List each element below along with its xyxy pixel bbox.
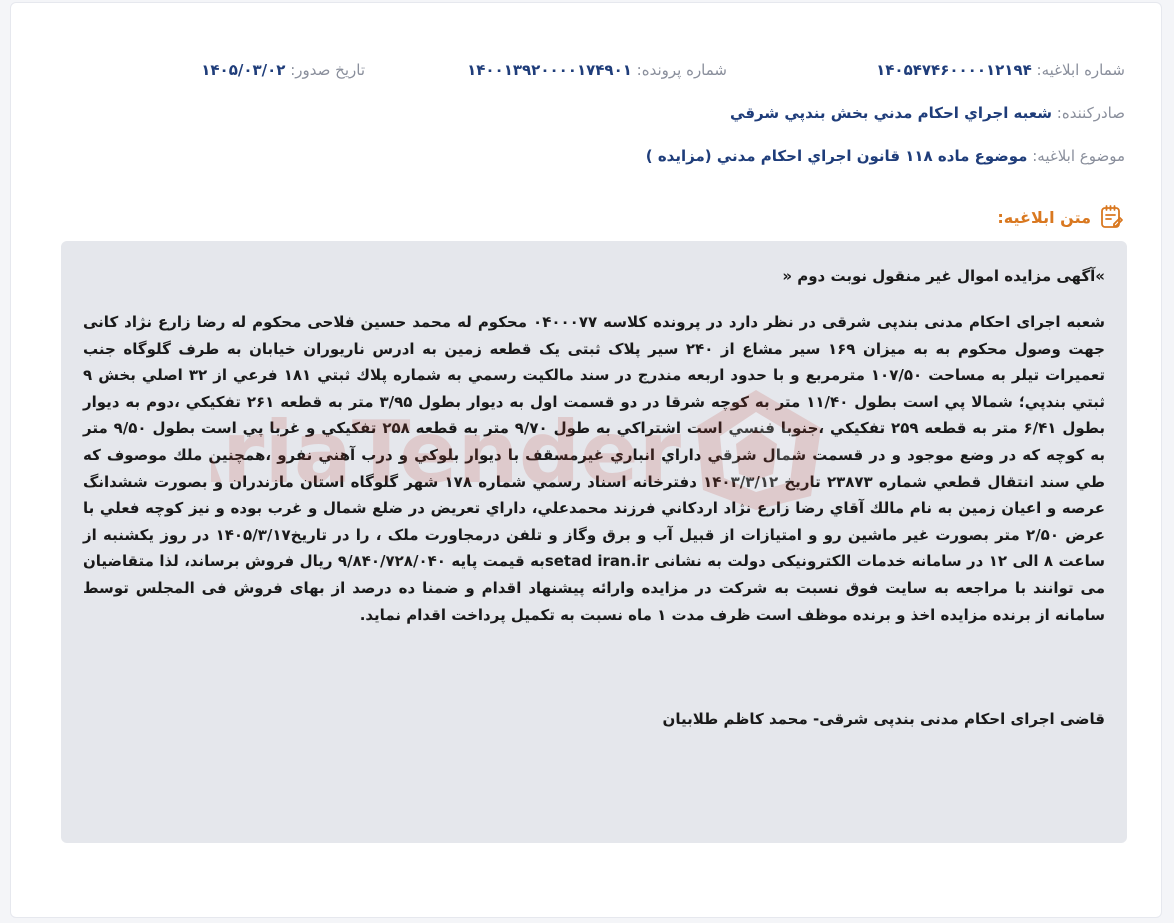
notice-body: شعبه اجرای احکام مدنی بندپی شرقی در نظر دارد در پرونده کلاسه ۰۴۰۰۰۷۷ محکوم له محمد حسین فلاحی محکوم له رضا زارع نژاد کانی جهت وصول محکوم به به میزان ۱۶۹ سیر مشاع از ۲۴۰ سیر پلاک ثبتی یک قطعه زمین به ادرس ناریوران خیابان به طرف گلوگاه جنب تعمیرات تیلر به مساحت ۱۰۷/۵۰ مترمربع و با حدود اربعه مندرج در سند مالکيت رسمي به شماره پلاك ثبتي ۱۸۱ فرعي از ۳۲ اصلي بخش ۹ ثبتي بندپي؛ شمالا پي است بطول ۱۱/۴۰ متر به کوچه شرقا در دو قسمت اول به ديوار بطول ۳/۹۵ متر به قطعه ۲۶۱ تفکيکي ،دوم به ديوار بطول ۶/۴۱ متر به قطعه ۲۵۹ تفکيکي ،جنوبا فنسي است اشتراکي به طول ۹/۷۰ متر به قطعه ۲۵۸ تفکيکي و غربا پي است بطول ۹/۵۰ متر به کوچه که در وضع موجود و در قسمت شمال شرقي داراي انباري غيرمسقف با ديوار بلوکي و درب آهني نفرو ،همچنين ملك موصوف که طي سند انتقال قطعي شماره ۲۳۸۷۳ تاريخ ۱۴۰۳/۳/۱۲ دفترخانه اسناد رسمي شماره ۱۷۸ شهر گلوگاه استان مازندران و بصورت ششدانگ عرصه و اعيان زمين به نام مالك آقاي رضا زارع نژاد اردکاني فرزند محمدعلي، داراي تعريض در ضلع شمال و غرب بوده و نيز کوچه فعلي با عرض ۲/۵۰ متر بصورت غير ماشين رو و امتيازات از قبيل آب و برق وگاز و تلفن درمجاورت ملک ، را در تاریخ۱۴۰۵/۳/۱۷ در روز یکشنبه از ساعت ۸ الی ۱۲ در سامانه خدمات الکترونیکی دولت به نشانی setad iran.irبه قیمت پایه ۹/۸۴۰/۷۲۸/۰۴۰ ریال فروش برساند، لذا متقاضیان می توانند با مراجعه به سایت فوق نسبت به شرکت در مزایده وارائه پیشنهاد اقدام و ضمنا ده درصد از بهای فروش فی المجلس توسط سامانه از برنده مزایده اخذ و برنده موظف است ظرف مدت ۱ ماه نسبت به تکمیل پرداخت اقدام نماید. xyxy=(83,313,1106,624)
subject-label: موضوع ابلاغيه: xyxy=(1032,147,1125,165)
notice-signature: قاضی اجرای احکام مدنی بندپی شرقی- محمد کاظم طلابیان xyxy=(662,710,1105,729)
notice-number-value: ۱۴۰۵۴۷۴۶۰۰۰۰۱۲۱۹۴ xyxy=(876,61,1032,79)
case-number-value: ۱۴۰۰۱۳۹۲۰۰۰۰۱۷۴۹۰۱ xyxy=(467,61,632,79)
notice-number-label: شماره ابلاغيه: xyxy=(1036,61,1125,79)
section-title xyxy=(997,202,1125,232)
notice-card xyxy=(10,2,1162,918)
case-number-label: شماره پرونده: xyxy=(636,61,727,79)
section-title-label: متن ابلاغيه: xyxy=(997,207,1091,227)
case-number xyxy=(467,57,727,83)
notepad-icon xyxy=(1099,204,1125,230)
issue-date-label: تاريخ صدور: xyxy=(290,61,365,79)
issue-date xyxy=(201,57,365,83)
notice-headline: »آگهی مزایده اموال غیر منقول نوبت دوم « xyxy=(782,267,1105,285)
issuer-row xyxy=(51,100,1125,126)
issue-date-value: ۱۴۰۵/۰۳/۰۲ xyxy=(201,61,286,79)
issuer-value: شعبه اجراي احکام مدني بخش بندپي شرقي xyxy=(730,104,1052,122)
subject-value: موضوع ماده ۱۱۸ قانون اجراي احکام مدني (مزايده ) xyxy=(645,147,1028,165)
notice-text-panel xyxy=(61,241,1127,843)
subject-row xyxy=(51,143,1125,169)
issuer-label: صادرکننده: xyxy=(1056,104,1125,122)
meta-row-numbers xyxy=(51,57,1125,83)
notice-number xyxy=(876,57,1125,83)
